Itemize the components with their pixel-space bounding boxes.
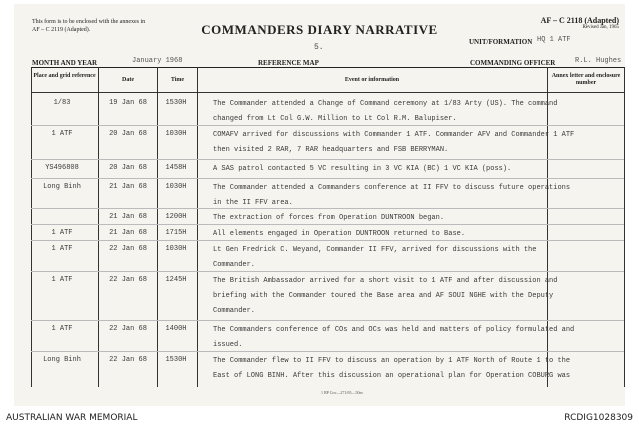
- entry-event: [213, 227, 558, 242]
- column-header-date: Date: [122, 77, 134, 83]
- entry-date: 21 Jan 68: [109, 213, 147, 221]
- entry-event: [213, 211, 558, 226]
- entry-time: 1400H: [165, 325, 187, 333]
- entry-place: Long Binh: [43, 183, 81, 191]
- entry-event-line: Commander.: [213, 261, 256, 269]
- entry-date: 21 Jan 68: [109, 229, 147, 237]
- entry-event-line: issued.: [213, 341, 243, 349]
- print-note: 1 BP Cov—271/65—50m: [321, 390, 363, 395]
- entry-event: [213, 162, 558, 177]
- form-revision: Revised Jan, 1965: [582, 25, 619, 30]
- entry-time: 1530H: [165, 99, 187, 107]
- entry-event-line: The extraction of forces from Operation DUNTROON began.: [213, 214, 445, 222]
- entry-date: 20 Jan 68: [109, 130, 147, 138]
- entry-event: [213, 97, 558, 127]
- diary-entry-row: [31, 160, 624, 179]
- entry-event-line: The Commander flew to II FFV to discuss an operation by 1 ATF North of Route 1 to the: [213, 357, 571, 365]
- diary-entry-row: [31, 321, 624, 352]
- entry-time: 1200H: [165, 213, 187, 221]
- entry-date: 19 Jan 68: [109, 99, 147, 107]
- unit-label: UNIT/FORMATION: [469, 38, 533, 46]
- entry-date: 22 Jan 68: [109, 325, 147, 333]
- entry-event-line: All elements engaged in Operation DUNTROON returned to Base.: [213, 230, 466, 238]
- entry-place: YS496808: [45, 164, 79, 172]
- entry-place: 1 ATF: [51, 229, 73, 237]
- commanding-officer-label: COMMANDING OFFICER: [470, 59, 556, 67]
- column-header-time: Time: [170, 77, 185, 83]
- entry-event-line: East of LONG BINH. After this discussion an operational plan for Operation COBURG was: [213, 372, 571, 380]
- entry-date: 22 Jan 68: [109, 245, 147, 253]
- entry-event: [213, 323, 575, 353]
- page-number: 5.: [314, 43, 324, 52]
- entry-date: 21 Jan 68: [109, 183, 147, 191]
- diary-entry-row: [31, 126, 624, 160]
- entry-event-line: briefing with the Commander toured the Base area and AF SOUI NGHE with the Deputy: [213, 292, 554, 300]
- entry-event-line: A SAS patrol contacted 5 VC resulting in 3 VC KIA (BC) 1 VC KIA (poss).: [213, 165, 512, 173]
- diary-entry-row: [31, 209, 624, 225]
- entry-place: 1 ATF: [51, 245, 73, 253]
- entry-time: 1458H: [165, 164, 187, 172]
- entry-time: 1530H: [165, 356, 187, 364]
- month-label: MONTH AND YEAR: [32, 59, 98, 67]
- diary-entry-row: [31, 352, 624, 382]
- commanding-officer-value: R.L. Hughes: [575, 57, 622, 65]
- entry-place: Long Binh: [43, 356, 81, 364]
- entry-event-line: in the II FFV area.: [213, 199, 293, 207]
- entry-event-line: The British Ambassador arrived for a short visit to 1 ATF and after discussion and: [213, 277, 558, 285]
- entry-event: [213, 274, 558, 319]
- entry-place: 1 ATF: [51, 130, 73, 138]
- entry-event: [213, 243, 558, 273]
- diary-entries: [14, 4, 625, 406]
- entry-time: 1245H: [165, 276, 187, 284]
- form-code: AF – C 2118 (Adapted): [540, 16, 619, 25]
- diary-page: [14, 4, 625, 406]
- entry-date: 20 Jan 68: [109, 164, 147, 172]
- entry-time: 1715H: [165, 229, 187, 237]
- entry-place: 1 ATF: [51, 276, 73, 284]
- entry-event: [213, 354, 571, 384]
- record-id-caption: RCDIG1028309: [564, 413, 633, 423]
- reference-map-label: REFERENCE MAP: [258, 59, 319, 67]
- entry-time: 1030H: [165, 130, 187, 138]
- entry-event-line: The Commander attended a Change of Command ceremony at 1/83 Arty (US). The command: [213, 100, 558, 108]
- entry-date: 22 Jan 68: [109, 276, 147, 284]
- diary-entry-row: [31, 272, 624, 321]
- entry-date: 22 Jan 68: [109, 356, 147, 364]
- entry-event-line: Lt Gen Fredrick C. Weyand, Commander II FFV, arrived for discussions with the: [213, 246, 537, 254]
- column-header-place: Place and grid reference: [33, 73, 96, 79]
- entry-place: 1/83: [53, 99, 71, 107]
- month-value: January 1968: [132, 57, 183, 65]
- entry-event-line: Commander.: [213, 307, 256, 315]
- entry-event-line: then visited 2 RAR, 7 RAR headquarters and FSB BERRYMAN.: [213, 146, 449, 154]
- column-header-annex: Annex letter and enclosure number: [551, 73, 621, 86]
- entry-event-line: changed from Lt Col G.W. Million to Lt Col R.M. Balupiser.: [213, 115, 457, 123]
- entry-time: 1030H: [165, 245, 187, 253]
- diary-entry-row: [31, 241, 624, 272]
- entry-place: 1 ATF: [51, 325, 73, 333]
- page-title: COMMANDERS DIARY NARRATIVE: [201, 22, 438, 37]
- column-header-event: Event or information: [344, 77, 400, 83]
- entry-event-line: The Commander attended a Commanders conference at II FFV to discuss future operations: [213, 184, 571, 192]
- entry-event: [213, 128, 575, 158]
- diary-entry-row: [31, 225, 624, 241]
- unit-value: HQ 1 ATF: [537, 36, 571, 44]
- entry-event-line: The Commanders conference of COs and OCs was held and matters of policy formulated and: [213, 326, 575, 334]
- entry-event: [213, 181, 571, 211]
- diary-entry-row: [31, 179, 624, 209]
- form-note: This form is to be enclosed with the annexes in AF – C 2119 (Adapted).: [32, 19, 146, 33]
- entry-time: 1030H: [165, 183, 187, 191]
- entry-event-line: COMAFV arrived for discussions with Commander 1 ATF. Commander AFV and Commander 1 ATF: [213, 131, 575, 139]
- diary-entry-row: [31, 95, 624, 126]
- archive-caption: AUSTRALIAN WAR MEMORIAL: [6, 413, 138, 423]
